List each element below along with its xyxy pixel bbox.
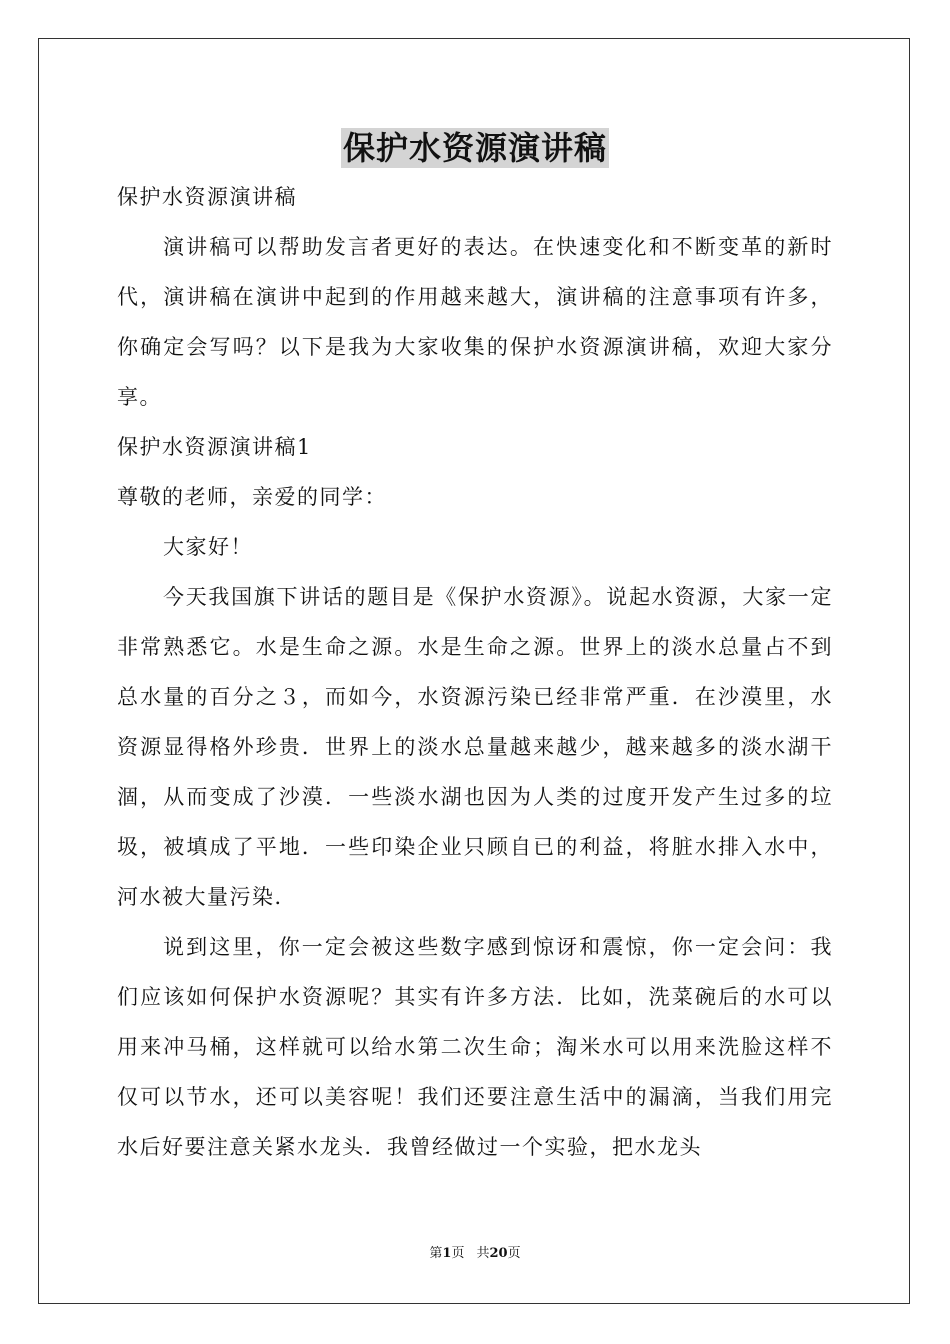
- paragraph-5: 今天我国旗下讲话的题目是《保护水资源》。说起水资源，大家一定非常熟悉它。水是生命之源。水是生命之源。世界上的淡水总量占不到总水量的百分之３，而如今，水资源污染已经非常严重．在沙漠里，水资源显得格外珍贵．世界上的淡水总量越来越少，越来越多的淡水湖干涸，从而变成了沙漠．一些淡水湖也因为人类的过度开发产生过多的垃圾，被填成了平地．一些印染企业只顾自已的利益，将脏水排入水中，河水被大量污染．: [117, 585, 833, 909]
- footer-page-prefix: 第: [429, 1246, 443, 1261]
- footer-total-pages: 20: [489, 1246, 508, 1261]
- paragraph-2: 保护水资源演讲稿1: [117, 435, 312, 459]
- footer-page-suffix: 页: [451, 1246, 465, 1261]
- paragraph-0: 保护水资源演讲稿: [117, 185, 297, 209]
- page-footer: [0, 1244, 950, 1264]
- footer-total-suffix: 页: [507, 1246, 521, 1261]
- paragraph-4: 大家好！: [163, 535, 253, 559]
- paragraph-6: 说到这里，你一定会被这些数字感到惊讶和震惊，你一定会问：我们应该如何保护水资源呢？其实有许多方法．比如，洗菜碗后的水可以用来冲马桶，这样就可以给水第二次生命；淘米水可以用来洗脸这样不仅可以节水，还可以美容呢！我们还要注意生活中的漏滴，当我们用完水后好要注意关紧水龙头．我曾经做过一个实验，把水龙头: [117, 935, 833, 1159]
- title-wrapper: [0, 128, 950, 168]
- paragraph-1: 演讲稿可以帮助发言者更好的表达。在快速变化和不断变革的新时代，演讲稿在演讲中起到的作用越来越大，演讲稿的注意事项有许多，你确定会写吗？以下是我为大家收集的保护水资源演讲稿，欢迎大家分享。: [117, 235, 833, 409]
- document-title: 保护水资源演讲稿: [342, 129, 607, 167]
- paragraph-3: 尊敬的老师，亲爱的同学：: [117, 485, 387, 509]
- footer-page-number: 1: [442, 1246, 452, 1261]
- document-body: [117, 172, 833, 1172]
- footer-total-prefix: 共: [476, 1246, 490, 1261]
